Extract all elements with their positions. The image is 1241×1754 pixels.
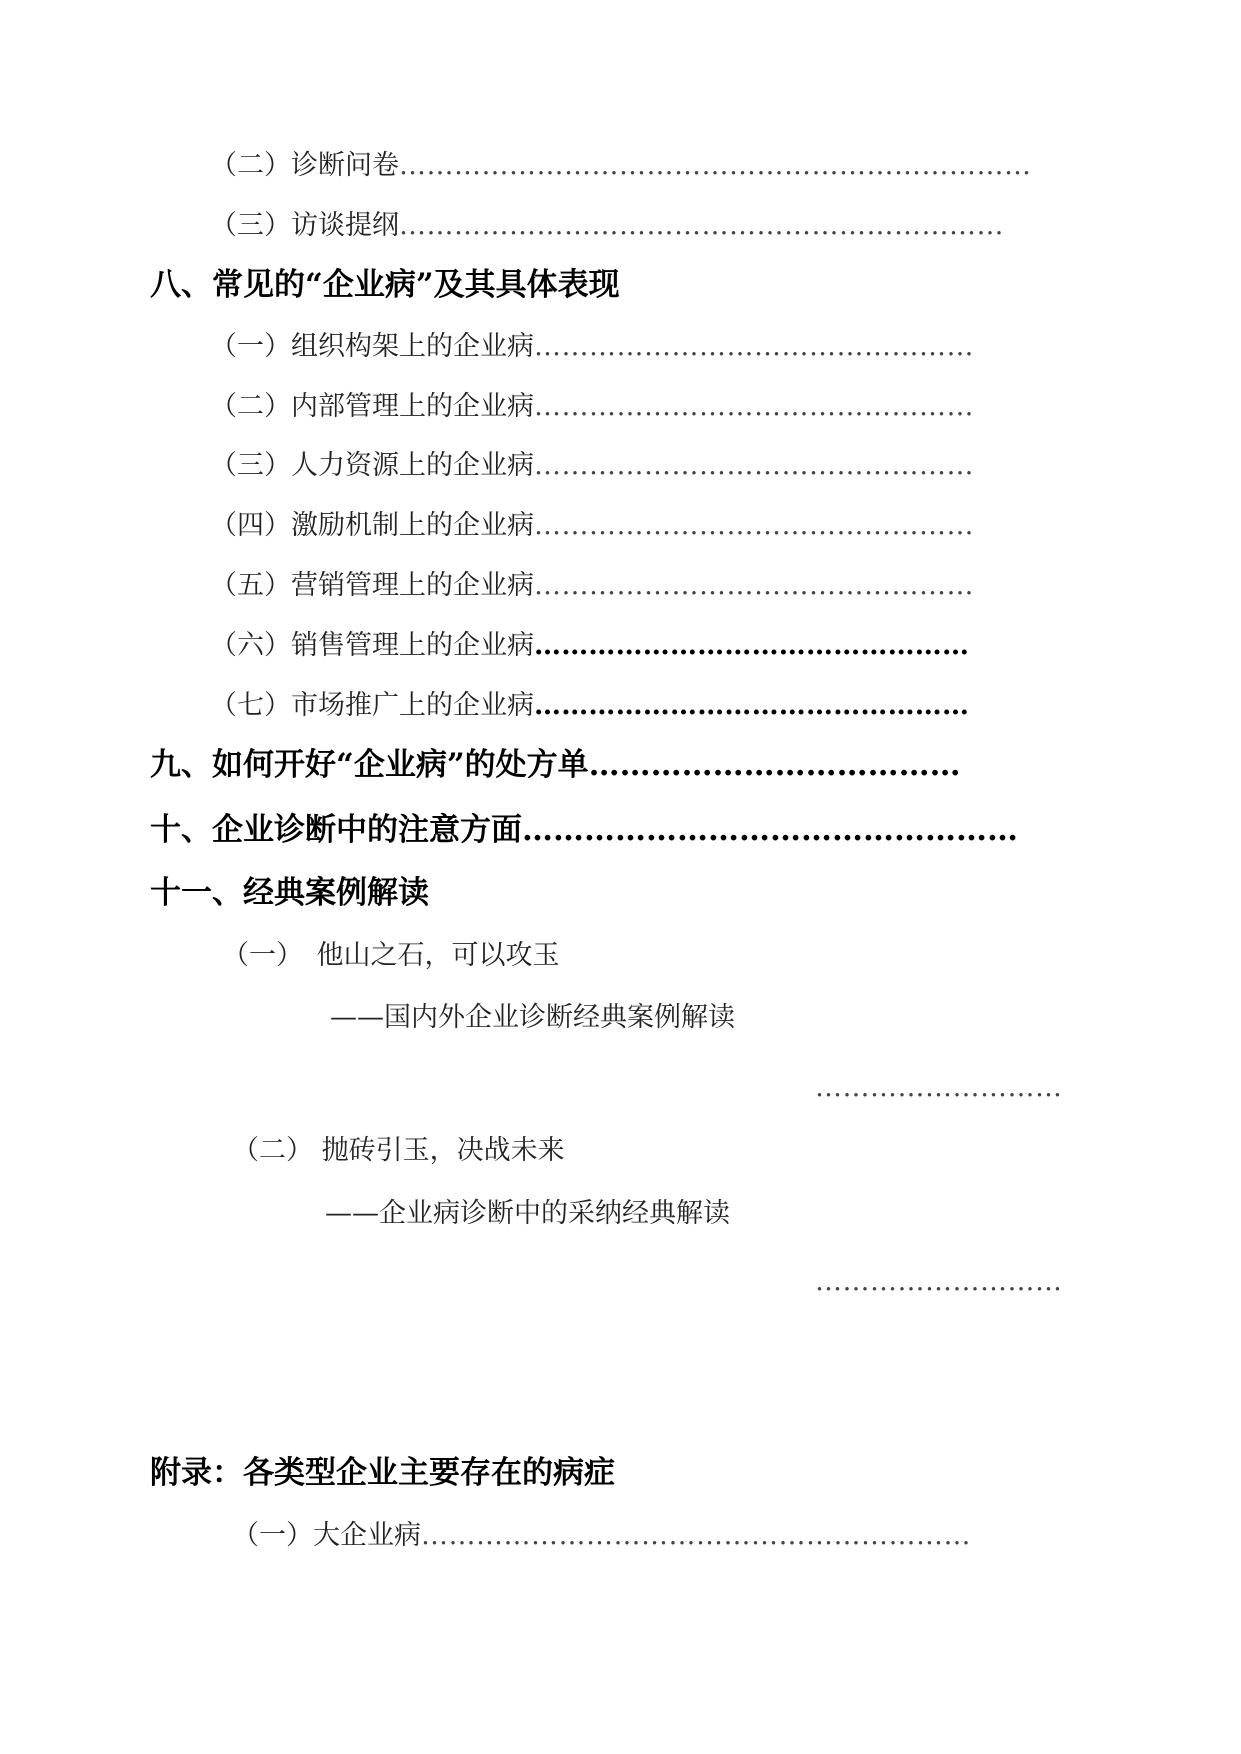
toc-leader-dots: ………………………………………… [534, 510, 974, 541]
toc-entry[interactable] [222, 942, 560, 969]
toc-entry-title: （一）大企业病 [232, 1520, 421, 1551]
toc-entry-title: （四）激励机制上的企业病 [210, 510, 534, 541]
toc-section-heading[interactable] [150, 812, 1018, 848]
toc-entry-title: （一） 他山之石，可以攻玉 [222, 940, 560, 971]
toc-entry[interactable] [210, 393, 974, 420]
toc-entry[interactable] [210, 212, 1004, 239]
toc-leader-dots: ………………………………………… [534, 570, 974, 601]
toc-entry[interactable] [210, 632, 969, 659]
toc-entry-title: （五）营销管理上的企业病 [210, 570, 534, 601]
toc-entry-title: （一）组织构架上的企业病 [210, 331, 534, 362]
toc-entry-title: （七）市场推广上的企业病 [210, 690, 534, 721]
toc-leader-line [815, 1268, 1063, 1295]
toc-leader-dots: …………………………………………………………… [399, 150, 1032, 181]
toc-entry-title: （三）人力资源上的企业病 [210, 450, 534, 481]
toc-leader-dots: ………………………………………… [522, 812, 1018, 848]
toc-entry[interactable] [210, 452, 974, 479]
toc-entry[interactable] [232, 1522, 971, 1549]
toc-entry[interactable] [210, 512, 974, 539]
toc-section-heading[interactable] [150, 1455, 615, 1491]
toc-entry-title: （六）销售管理上的企业病 [210, 630, 534, 661]
toc-section-title: 八、常见的“企业病”及其具体表现 [150, 267, 620, 303]
toc-leader-dots: ………………………………………………………… [399, 210, 1004, 241]
toc-entry-title: （二）诊断问卷 [210, 150, 399, 181]
toc-entry[interactable] [210, 692, 969, 719]
toc-entry[interactable] [232, 1137, 565, 1164]
toc-entry[interactable] [210, 333, 974, 360]
toc-entry-title: （二）内部管理上的企业病 [210, 391, 534, 422]
toc-section-heading[interactable] [150, 875, 429, 911]
toc-leader-dots: ………………………………………… [534, 690, 970, 721]
toc-section-title: 九、如何开好“企业病”的处方单 [150, 747, 589, 783]
toc-section-title: 十一、经典案例解读 [150, 875, 429, 911]
toc-entry-subtitle-text: ——国内外企业诊断经典案例解读 [330, 1002, 735, 1033]
toc-section-heading[interactable] [150, 267, 620, 303]
toc-entry-subtitle [330, 1004, 735, 1031]
toc-section-title: 十、企业诊断中的注意方面 [150, 812, 522, 848]
toc-leader-dots: ……………………… [815, 1072, 1063, 1103]
toc-section-title: 附录：各类型企业主要存在的病症 [150, 1455, 615, 1491]
toc-entry-title: （二） 抛砖引玉，决战未来 [232, 1135, 565, 1166]
toc-leader-dots: ……………………………… [588, 747, 961, 783]
toc-leader-dots: ………………………………………… [534, 630, 970, 661]
toc-section-heading[interactable] [150, 747, 961, 783]
toc-entry-subtitle [325, 1200, 730, 1227]
toc-leader-dots: ………………………………………… [534, 450, 974, 481]
toc-leader-dots: ……………………… [815, 1266, 1063, 1297]
toc-leader-line [815, 1074, 1063, 1101]
toc-entry-subtitle-text: ——企业病诊断中的采纳经典解读 [325, 1198, 730, 1229]
toc-entry[interactable] [210, 152, 1032, 179]
toc-leader-dots: ………………………………………… [534, 391, 974, 422]
toc-entry[interactable] [210, 572, 974, 599]
toc-leader-dots: ………………………………………… [534, 331, 974, 362]
toc-entry-title: （三）访谈提纲 [210, 210, 399, 241]
toc-leader-dots: …………………………………………………… [421, 1520, 971, 1551]
